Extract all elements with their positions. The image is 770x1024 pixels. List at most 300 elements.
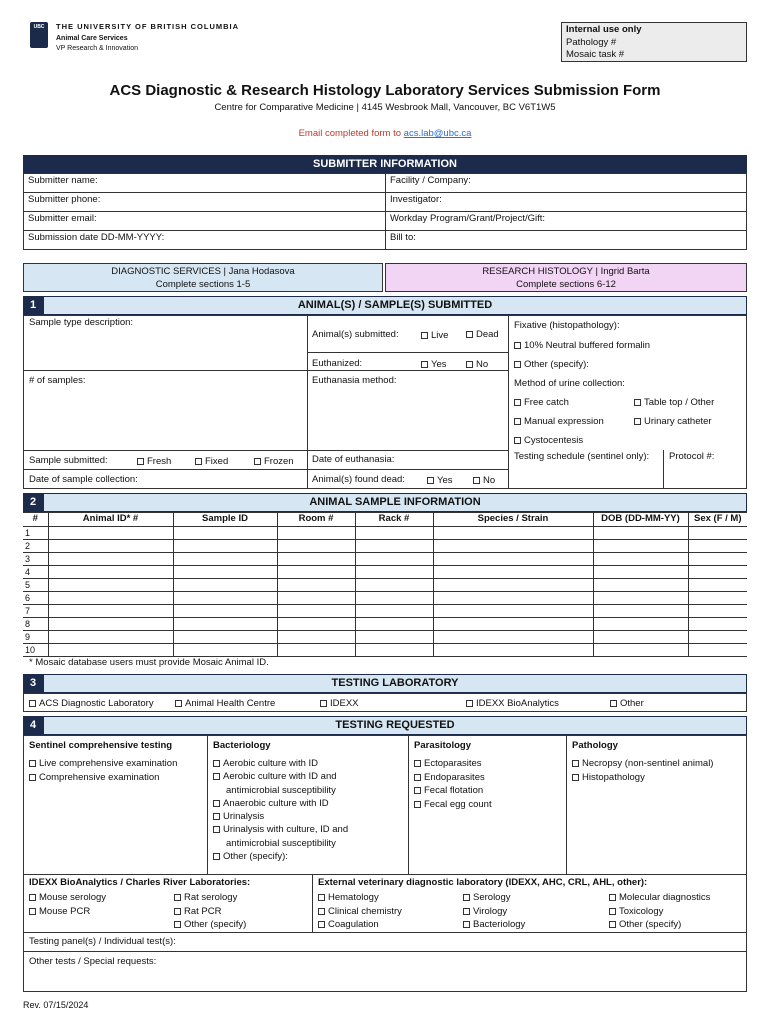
idexx-a-option[interactable] <box>29 905 106 919</box>
bacteriology-list <box>213 757 348 863</box>
table-cell[interactable] <box>173 579 277 592</box>
section-2-number: 2 <box>23 493 43 512</box>
external-b-label: Serology <box>473 892 511 903</box>
idexx-a-label: Mouse PCR <box>39 905 91 917</box>
bacteriology-checkbox[interactable] <box>213 800 220 807</box>
dead-label: Dead <box>476 329 499 340</box>
found-dead-yes-checkbox[interactable] <box>427 477 434 484</box>
table-cell[interactable] <box>688 592 747 605</box>
pathology-checkbox[interactable] <box>572 760 579 767</box>
pathology-title: Pathology <box>572 740 618 751</box>
email-line <box>0 128 770 139</box>
live-option[interactable] <box>421 330 448 341</box>
pathology-field[interactable]: Pathology # <box>566 36 617 48</box>
idexx-a-label: Mouse serology <box>39 892 107 903</box>
fixative-other-option[interactable] <box>514 359 589 370</box>
table-cell[interactable] <box>48 592 173 605</box>
fixed-checkbox[interactable] <box>195 458 202 465</box>
lab-option-idexx[interactable] <box>320 698 359 709</box>
sentinel-checkbox[interactable] <box>29 774 36 781</box>
table-cell[interactable] <box>433 631 593 644</box>
department-name: Animal Care Services <box>56 35 128 42</box>
table-cell[interactable] <box>688 644 747 657</box>
frozen-label: Frozen <box>264 456 294 467</box>
col-sample-id: Sample ID <box>173 513 277 527</box>
idexx-a-checkbox[interactable] <box>29 894 36 901</box>
free-catch-option[interactable] <box>514 397 569 408</box>
formalin-label: 10% Neutral buffered formalin <box>524 340 651 351</box>
mosaic-field[interactable]: Mosaic task # <box>566 49 625 60</box>
table-cell[interactable] <box>593 540 688 553</box>
found-dead-yes-label: Yes <box>437 475 453 486</box>
external-a-label: Hematology <box>328 892 379 903</box>
research-histology-name: RESEARCH HISTOLOGY | Ingrid Barta <box>482 266 650 277</box>
table-cell[interactable] <box>433 644 593 657</box>
table-cell[interactable] <box>355 644 433 657</box>
external-c-option[interactable] <box>609 905 710 919</box>
section-4-title: TESTING REQUESTED <box>43 716 747 735</box>
external-b-option[interactable] <box>463 891 525 905</box>
bacteriology-label: Aerobic culture with ID <box>223 758 319 769</box>
urinary-catheter-checkbox[interactable] <box>634 418 641 425</box>
table-cell[interactable] <box>593 631 688 644</box>
external-c-option[interactable] <box>609 918 710 932</box>
bacteriology-label: Aerobic culture with ID and <box>223 771 337 783</box>
table-cell[interactable] <box>433 605 593 618</box>
live-label: Live <box>431 330 449 341</box>
section-2-title: ANIMAL SAMPLE INFORMATION <box>43 493 747 512</box>
sample-submitted-label: Sample submitted: <box>29 455 108 466</box>
date-collection-field[interactable]: Date of sample collection: <box>29 474 138 485</box>
table-cell[interactable] <box>593 579 688 592</box>
idexx-b-label: Rat serology <box>184 892 238 903</box>
external-b-option[interactable] <box>463 905 525 919</box>
bacteriology-label: Anaerobic culture with ID <box>223 797 329 809</box>
euthanized-yes[interactable] <box>421 359 447 370</box>
row-number: 8 <box>23 618 48 631</box>
idexx-b-checkbox[interactable] <box>174 894 181 901</box>
num-samples-field[interactable]: # of samples: <box>29 375 86 386</box>
idexx-b-option[interactable] <box>174 891 246 905</box>
table-top-label: Table top / Other <box>644 397 715 408</box>
table-cell[interactable] <box>593 618 688 631</box>
cystocentesis-option[interactable] <box>514 435 583 446</box>
table-cell[interactable] <box>688 540 747 553</box>
table-cell[interactable] <box>277 618 355 631</box>
row-number: 4 <box>23 566 48 579</box>
euthanized-no[interactable] <box>466 359 488 370</box>
col-sex: Sex (F / M) <box>688 513 747 527</box>
table-cell[interactable] <box>173 540 277 553</box>
table-cell[interactable] <box>277 540 355 553</box>
table-cell[interactable] <box>593 605 688 618</box>
frozen-checkbox[interactable] <box>254 458 261 465</box>
external-c-label: Toxicology <box>619 905 664 917</box>
vp-name: VP Research & Innovation <box>56 45 138 52</box>
table-row <box>23 631 747 644</box>
parasitology-label: Endoparasites <box>424 771 485 783</box>
bacteriology-label: Other (specify): <box>223 851 288 863</box>
urinary-catheter-option[interactable] <box>634 416 712 427</box>
table-cell[interactable] <box>593 553 688 566</box>
col-room: Room # <box>277 513 355 527</box>
bacteriology-option[interactable] <box>213 823 348 850</box>
external-a-label: Coagulation <box>328 919 379 930</box>
external-b-checkbox[interactable] <box>463 894 470 901</box>
external-a-option[interactable] <box>318 918 402 932</box>
fresh-checkbox[interactable] <box>137 458 144 465</box>
pathology-option[interactable] <box>572 771 713 785</box>
diagnostic-services-name: DIAGNOSTIC SERVICES | Jana Hodasova <box>111 266 295 277</box>
sentinel-option[interactable] <box>29 771 177 785</box>
col-animal-id: Animal ID* # <box>48 513 173 527</box>
table-cell[interactable] <box>48 579 173 592</box>
parasitology-label: Ectoparasites <box>424 758 482 769</box>
row-number: 1 <box>23 527 48 540</box>
col-species: Species / Strain <box>433 513 593 527</box>
sentinel-title: Sentinel comprehensive testing <box>29 740 173 751</box>
lab-idexx-label: IDEXX <box>330 698 359 709</box>
found-dead-yes[interactable] <box>427 475 453 486</box>
fixative-other-label: Other (specify): <box>524 359 589 370</box>
table-cell[interactable] <box>688 553 747 566</box>
free-catch-label: Free catch <box>524 397 569 408</box>
frozen-option[interactable] <box>254 456 294 467</box>
external-c-checkbox[interactable] <box>609 921 616 928</box>
lab-option-idexx-bio[interactable] <box>466 698 559 709</box>
external-list-c <box>609 891 710 932</box>
table-cell[interactable] <box>688 631 747 644</box>
external-list-a <box>318 891 402 932</box>
page-subtitle: Centre for Comparative Medicine | 4145 Wesbrook Mall, Vancouver, BC V6T1W5 <box>214 102 556 113</box>
row-number: 5 <box>23 579 48 592</box>
table-top-option[interactable] <box>634 397 714 408</box>
lab-acs-label: ACS Diagnostic Laboratory <box>39 698 154 709</box>
dead-checkbox[interactable] <box>466 331 473 338</box>
submitter-name-field[interactable]: Submitter name: <box>24 174 386 193</box>
table-row <box>23 566 747 579</box>
bacteriology-label-continued: antimicrobial susceptibility <box>226 784 336 796</box>
table-top-checkbox[interactable] <box>634 399 641 406</box>
table-cell[interactable] <box>277 566 355 579</box>
table-cell[interactable] <box>173 566 277 579</box>
parasitology-label: Fecal egg count <box>424 798 492 810</box>
submitter-section <box>23 155 747 250</box>
facility-field[interactable]: Facility / Company: <box>386 174 747 193</box>
euthanized-no-checkbox[interactable] <box>466 361 473 368</box>
table-cell[interactable] <box>688 618 747 631</box>
found-dead-no[interactable] <box>473 475 495 486</box>
euthanasia-method-field[interactable]: Euthanasia method: <box>312 375 397 386</box>
external-a-checkbox[interactable] <box>318 894 325 901</box>
external-a-option[interactable] <box>318 905 402 919</box>
external-a-checkbox[interactable] <box>318 921 325 928</box>
table-cell[interactable] <box>355 592 433 605</box>
lab-idexx-checkbox[interactable] <box>320 700 327 707</box>
parasitology-option[interactable] <box>414 771 492 785</box>
table-cell[interactable] <box>593 592 688 605</box>
urine-method-label: Method of urine collection: <box>514 378 625 389</box>
workday-field[interactable]: Workday Program/Grant/Project/Gift: <box>386 212 747 231</box>
idexx-b-option[interactable] <box>174 905 246 919</box>
lab-other-checkbox[interactable] <box>610 700 617 707</box>
parasitology-title: Parasitology <box>414 740 472 751</box>
diagnostic-services-sections: Complete sections 1-5 <box>155 279 251 290</box>
table-cell[interactable] <box>48 605 173 618</box>
section-4-header <box>23 716 747 735</box>
fixed-option[interactable] <box>195 456 228 467</box>
fixative-label: Fixative (histopathology): <box>514 320 620 331</box>
table-cell[interactable] <box>688 579 747 592</box>
pathology-option[interactable] <box>572 757 713 771</box>
section-2-header <box>23 493 747 512</box>
animal-table-header <box>23 513 747 527</box>
lab-idexx-bio-checkbox[interactable] <box>466 700 473 707</box>
table-cell[interactable] <box>355 553 433 566</box>
dead-option[interactable] <box>466 329 499 340</box>
external-a-checkbox[interactable] <box>318 908 325 915</box>
mosaic-note: * Mosaic database users must provide Mosaic Animal ID. <box>29 657 269 668</box>
external-c-checkbox[interactable] <box>609 894 616 901</box>
table-cell[interactable] <box>277 579 355 592</box>
submitter-phone-field[interactable]: Submitter phone: <box>24 193 386 212</box>
bill-to-field[interactable]: Bill to: <box>386 231 747 250</box>
external-c-label: Other (specify) <box>619 919 682 930</box>
table-cell[interactable] <box>355 566 433 579</box>
diagnostic-services-box <box>23 263 383 292</box>
sentinel-list <box>29 757 177 785</box>
table-cell[interactable] <box>433 618 593 631</box>
manual-expression-label: Manual expression <box>524 416 604 427</box>
table-cell[interactable] <box>355 527 433 540</box>
email-link[interactable]: acs.lab@ubc.ca <box>403 128 472 139</box>
bacteriology-checkbox[interactable] <box>213 853 220 860</box>
parasitology-list <box>414 757 492 811</box>
section-1-number: 1 <box>23 296 43 315</box>
lab-idexx-bio-label: IDEXX BioAnalytics <box>476 698 559 709</box>
col-dob: DOB (DD-MM-YY) <box>593 513 688 527</box>
other-tests-field[interactable]: Other tests / Special requests: <box>29 956 157 967</box>
found-dead-label: Animal(s) found dead: <box>312 474 405 485</box>
row-number: 10 <box>23 644 48 657</box>
lab-ahc-checkbox[interactable] <box>175 700 182 707</box>
parasitology-label: Fecal flotation <box>424 785 484 796</box>
lab-option-acs[interactable] <box>29 698 154 709</box>
row-number: 6 <box>23 592 48 605</box>
table-row <box>23 644 747 657</box>
bacteriology-label: Urinalysis <box>223 811 265 823</box>
table-cell[interactable] <box>433 579 593 592</box>
bacteriology-checkbox[interactable] <box>213 760 220 767</box>
parasitology-checkbox[interactable] <box>414 760 421 767</box>
idexx-a-option[interactable] <box>29 891 106 905</box>
euthanized-label: Euthanized: <box>312 358 363 369</box>
bacteriology-option[interactable] <box>213 810 348 823</box>
external-a-option[interactable] <box>318 891 402 905</box>
bacteriology-option[interactable] <box>213 797 348 810</box>
table-cell[interactable] <box>277 644 355 657</box>
idexx-list-a <box>29 891 106 918</box>
table-row <box>23 592 747 605</box>
parasitology-option[interactable] <box>414 784 492 798</box>
submitter-email-field[interactable]: Submitter email: <box>24 212 386 231</box>
table-row <box>23 618 747 631</box>
submitter-table <box>23 173 747 250</box>
bacteriology-option[interactable] <box>213 770 348 797</box>
internal-use-box <box>561 22 747 62</box>
external-c-option[interactable] <box>609 891 710 905</box>
idexx-b-label: Other (specify) <box>184 919 247 930</box>
idexx-b-checkbox[interactable] <box>174 921 181 928</box>
pathology-label: Histopathology <box>582 772 645 783</box>
table-cell[interactable] <box>48 540 173 553</box>
table-cell[interactable] <box>173 592 277 605</box>
row-number: 7 <box>23 605 48 618</box>
urinary-catheter-label: Urinary catheter <box>644 416 712 427</box>
idexx-b-checkbox[interactable] <box>174 908 181 915</box>
submitter-title: SUBMITTER INFORMATION <box>23 155 747 173</box>
section-1-title: ANIMAL(S) / SAMPLE(S) SUBMITTED <box>43 296 747 315</box>
table-cell[interactable] <box>433 540 593 553</box>
lab-acs-checkbox[interactable] <box>29 700 36 707</box>
section-3-header <box>23 674 747 693</box>
date-euthanasia-field[interactable]: Date of euthanasia: <box>312 454 395 465</box>
idexx-list-b <box>174 891 246 932</box>
table-cell[interactable] <box>433 592 593 605</box>
parasitology-option[interactable] <box>414 798 492 812</box>
table-cell[interactable] <box>688 566 747 579</box>
parasitology-checkbox[interactable] <box>414 774 421 781</box>
table-cell[interactable] <box>355 605 433 618</box>
table-cell[interactable] <box>277 553 355 566</box>
free-catch-checkbox[interactable] <box>514 399 521 406</box>
bacteriology-checkbox[interactable] <box>213 826 220 833</box>
cystocentesis-checkbox[interactable] <box>514 437 521 444</box>
lab-option-ahc[interactable] <box>175 698 275 709</box>
sample-type-field[interactable]: Sample type description: <box>29 317 134 328</box>
bacteriology-title: Bacteriology <box>213 740 271 751</box>
section-1-header <box>23 296 747 315</box>
table-cell[interactable] <box>48 566 173 579</box>
pathology-list <box>572 757 713 785</box>
external-b-option[interactable] <box>463 918 525 932</box>
research-histology-box <box>385 263 747 292</box>
idexx-title: IDEXX BioAnalytics / Charles River Laboratories: <box>29 877 251 888</box>
row-number: 2 <box>23 540 48 553</box>
formalin-checkbox[interactable] <box>514 342 521 349</box>
table-cell[interactable] <box>433 553 593 566</box>
email-prefix: Email completed form to <box>298 128 404 139</box>
live-checkbox[interactable] <box>421 332 428 339</box>
col-number: # <box>23 513 48 527</box>
euthanized-yes-checkbox[interactable] <box>421 361 428 368</box>
section-3-number: 3 <box>23 674 43 693</box>
section-3-title: TESTING LABORATORY <box>43 674 747 693</box>
table-cell[interactable] <box>433 527 593 540</box>
university-name: THE UNIVERSITY OF BRITISH COLUMBIA <box>56 22 240 31</box>
parasitology-checkbox[interactable] <box>414 787 421 794</box>
parasitology-option[interactable] <box>414 757 492 771</box>
manual-expression-checkbox[interactable] <box>514 418 521 425</box>
table-cell[interactable] <box>355 579 433 592</box>
table-cell[interactable] <box>593 527 688 540</box>
lab-option-other[interactable] <box>610 698 644 709</box>
table-cell[interactable] <box>688 605 747 618</box>
table-cell[interactable] <box>173 631 277 644</box>
bacteriology-checkbox[interactable] <box>213 813 220 820</box>
col-rack: Rack # <box>355 513 433 527</box>
table-cell[interactable] <box>277 631 355 644</box>
table-cell[interactable] <box>277 527 355 540</box>
pathology-label: Necropsy (non-sentinel animal) <box>582 758 714 769</box>
fresh-option[interactable] <box>137 456 171 467</box>
table-cell[interactable] <box>48 553 173 566</box>
testing-panel-field[interactable]: Testing panel(s) / Individual test(s): <box>29 936 176 947</box>
manual-expression-option[interactable] <box>514 416 604 427</box>
sentinel-option[interactable] <box>29 757 177 771</box>
fixative-other-checkbox[interactable] <box>514 361 521 368</box>
bacteriology-option[interactable] <box>213 757 348 770</box>
fixed-label: Fixed <box>205 456 229 467</box>
bacteriology-label-continued: antimicrobial susceptibility <box>226 837 336 849</box>
external-a-label: Clinical chemistry <box>328 905 402 917</box>
table-cell[interactable] <box>688 527 747 540</box>
formalin-option[interactable] <box>514 340 650 351</box>
table-cell[interactable] <box>277 605 355 618</box>
table-cell[interactable] <box>355 631 433 644</box>
table-cell[interactable] <box>593 644 688 657</box>
table-cell[interactable] <box>48 527 173 540</box>
sentinel-checkbox[interactable] <box>29 760 36 767</box>
external-list-b <box>463 891 525 932</box>
bacteriology-checkbox[interactable] <box>213 773 220 780</box>
pathology-checkbox[interactable] <box>572 774 579 781</box>
table-row <box>23 540 747 553</box>
table-cell[interactable] <box>173 644 277 657</box>
parasitology-checkbox[interactable] <box>414 801 421 808</box>
table-row <box>23 527 747 540</box>
table-cell[interactable] <box>355 540 433 553</box>
table-cell[interactable] <box>593 566 688 579</box>
external-b-checkbox[interactable] <box>463 908 470 915</box>
idexx-b-option[interactable] <box>174 918 246 932</box>
external-b-checkbox[interactable] <box>463 921 470 928</box>
table-cell[interactable] <box>48 644 173 657</box>
investigator-field[interactable]: Investigator: <box>386 193 747 212</box>
table-cell[interactable] <box>173 618 277 631</box>
euthanized-no-label: No <box>476 359 489 370</box>
table-cell[interactable] <box>173 605 277 618</box>
table-cell[interactable] <box>355 618 433 631</box>
idexx-a-checkbox[interactable] <box>29 908 36 915</box>
internal-title: Internal use only <box>566 24 642 35</box>
lab-ahc-label: Animal Health Centre <box>185 698 276 709</box>
table-cell[interactable] <box>173 553 277 566</box>
animals-submitted-label: Animal(s) submitted: <box>312 329 399 340</box>
found-dead-no-checkbox[interactable] <box>473 477 480 484</box>
protocol-field[interactable]: Protocol #: <box>669 451 715 462</box>
table-cell[interactable] <box>277 592 355 605</box>
revision-footer: Rev. 07/15/2024 <box>23 1000 89 1010</box>
table-cell[interactable] <box>433 566 593 579</box>
external-c-checkbox[interactable] <box>609 908 616 915</box>
testing-schedule-field[interactable]: Testing schedule (sentinel only): <box>514 451 650 462</box>
table-cell[interactable] <box>173 527 277 540</box>
submission-date-field[interactable]: Submission date DD-MM-YYYY: <box>24 231 386 250</box>
table-cell[interactable] <box>48 618 173 631</box>
table-cell[interactable] <box>48 631 173 644</box>
bacteriology-option[interactable] <box>213 850 348 863</box>
